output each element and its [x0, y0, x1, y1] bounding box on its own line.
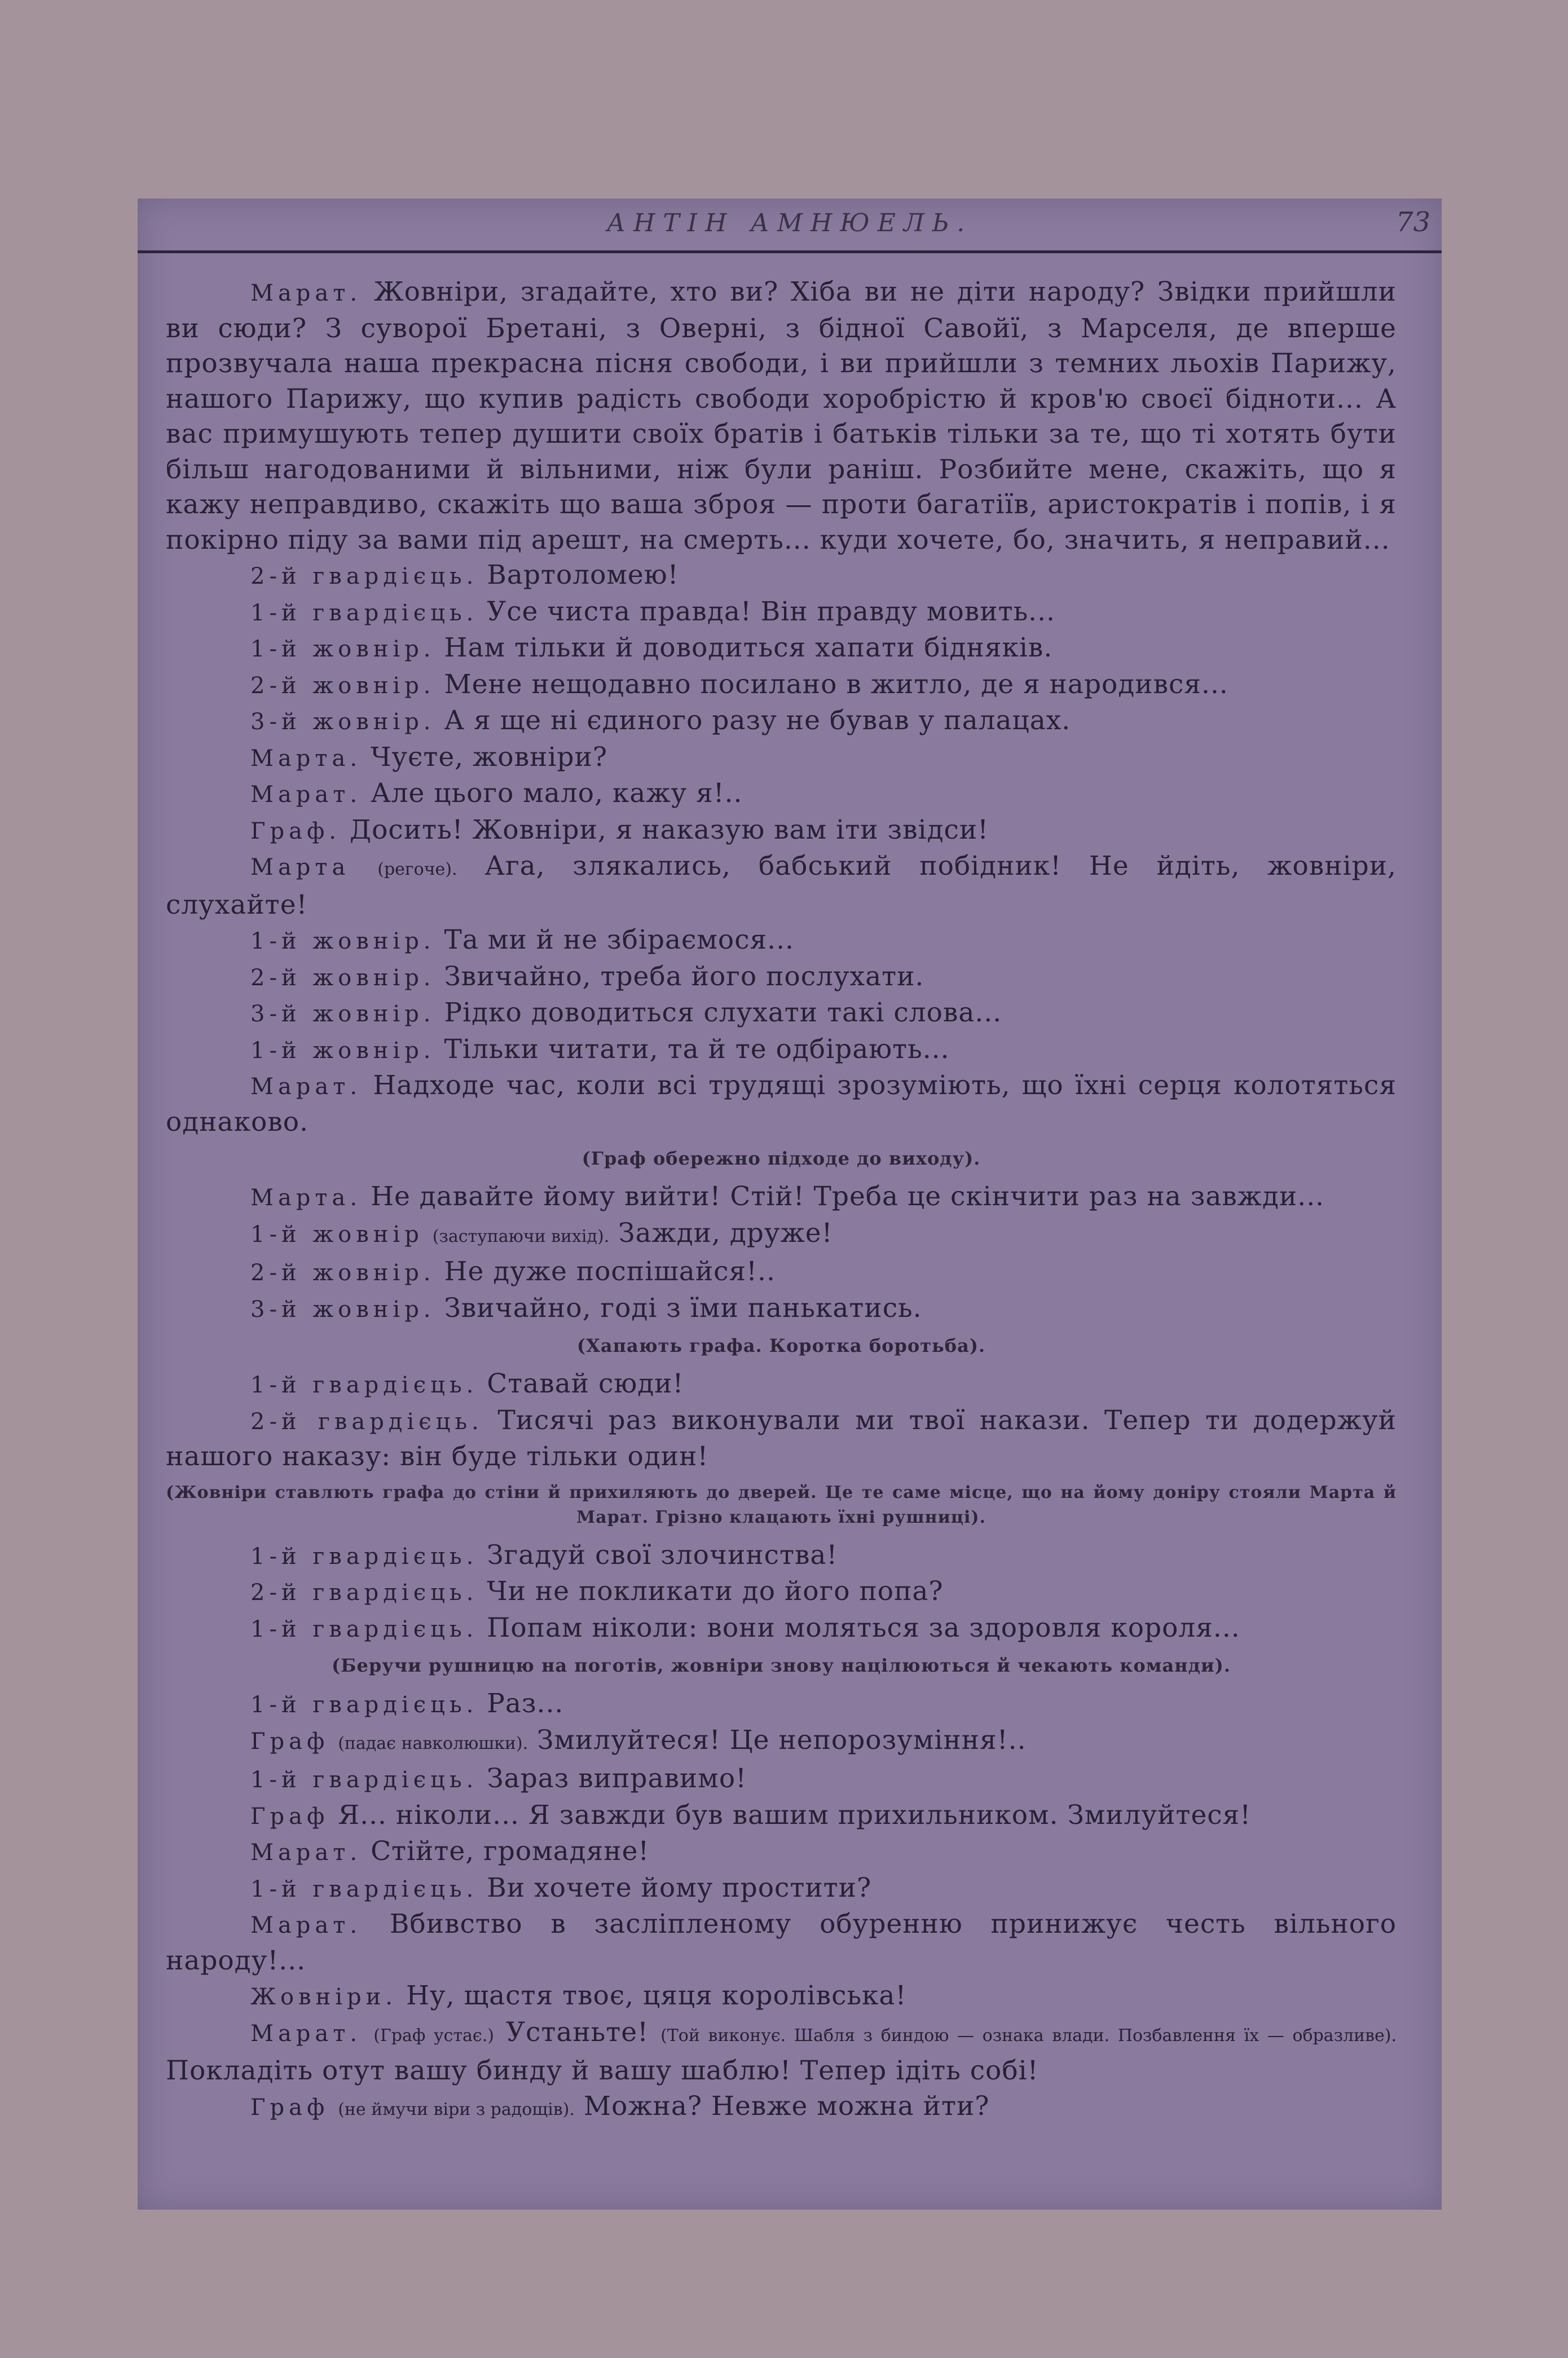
dialogue-line	[166, 995, 1397, 1032]
speaker-name: Граф.	[250, 818, 341, 844]
book-page	[138, 199, 1442, 2210]
line-text: Покладіть отут вашу бинду й вашу шаблю!	[166, 2055, 791, 2086]
line-text: Усе чиста правда! Він правду мовить...	[487, 596, 1055, 627]
dialogue-line	[166, 1761, 1397, 1798]
speaker-name: 1-й гвардієць.	[250, 1767, 478, 1793]
stage-remark: (не ймучи віри з радощів).	[338, 2099, 575, 2119]
dialogue-line	[166, 1291, 1397, 1328]
line-text: Звичайно, треба його послухати.	[444, 960, 924, 992]
line-text: Раз...	[487, 1688, 564, 1719]
dialogue-line	[166, 1367, 1397, 1403]
speaker-name: 3-й жовнір.	[250, 1296, 435, 1323]
page-header	[138, 199, 1442, 253]
line-text: Стійте, громадяне!	[371, 1836, 650, 1867]
play-text	[166, 275, 1397, 2127]
line-text: Згадуй свої злочинства!	[487, 1539, 838, 1571]
speaker-name: Марат.	[250, 1912, 362, 1938]
speaker-name: Марта.	[250, 1185, 362, 1211]
stage-remark: (заступаючи вихід).	[432, 1226, 610, 1246]
dialogue-line	[166, 1179, 1397, 1216]
speaker-name: Марат.	[250, 782, 362, 808]
dialogue-line	[166, 1723, 1397, 1762]
dialogue-line	[166, 558, 1397, 594]
speaker-name: Граф	[250, 1728, 329, 1755]
stage-remark: (Граф устає.)	[373, 2025, 494, 2046]
speaker-name: 1-й жовнір.	[250, 1037, 435, 1064]
speaker-name: Марта	[250, 854, 350, 880]
speaker-name: 2-й гвардієць.	[250, 563, 478, 589]
line-text: Ага, злякались, бабський побідник! Не йдіть, жовніри, слухайте!	[166, 850, 1397, 920]
line-text: А я ще ні єдиного разу не бував у палацах.	[444, 705, 1071, 736]
line-text: Попам ніколи: вони моляться за здоровля короля...	[487, 1612, 1240, 1643]
line-text: Я... ніколи... Я завжди був вашим прихильником. Змилуйтеся!	[338, 1799, 1252, 1831]
line-text: Ставай сюди!	[487, 1368, 684, 1399]
line-text: Чуєте, жовніри?	[371, 741, 608, 773]
line-text: Тепер ідіть собі!	[800, 2055, 1039, 2086]
line-text: Можна? Невже можна йти?	[583, 2090, 990, 2122]
dialogue-line	[166, 1871, 1397, 1907]
speaker-name: Граф	[250, 1803, 329, 1830]
dialogue-line	[166, 1538, 1397, 1575]
line-text: Мене нещодавно посилано в житло, де я народився...	[444, 668, 1228, 700]
speaker-name: Марта.	[250, 745, 362, 772]
line-text: Тільки читати, та й те одбірають...	[444, 1033, 950, 1065]
line-text: Не давайте йому вийти! Стій! Треба це скінчити раз на завжди...	[371, 1181, 1325, 1212]
stage-direction: (Жовніри ставлють графа до стіни й прихиляють до дверей. Це те саме місце, що на йому доніру стояли Марта й Марат. Грізно клацають їхні рушниці).	[166, 1482, 1397, 1527]
dialogue-line	[166, 1254, 1397, 1291]
line-text: Вбивство в засліпленому обуренню принижує честь вільного народу!...	[166, 1909, 1397, 1976]
dialogue-line	[166, 1403, 1397, 1475]
line-text: Рідко доводиться слухати такі слова...	[444, 997, 1002, 1028]
dialogue-line	[166, 849, 1397, 923]
speaker-name: 1-й жовнір.	[250, 636, 435, 662]
line-text: Досить! Жовніри, я наказую вам іти звідси!	[349, 814, 989, 845]
stage-remark: (падає навколюшки).	[338, 1733, 528, 1753]
dialogue-line	[166, 667, 1397, 704]
dialogue-line	[166, 1907, 1397, 1978]
dialogue-line	[166, 703, 1397, 740]
page-number: 73	[1395, 206, 1430, 238]
speaker-name: 2-й гвардієць.	[250, 1580, 478, 1606]
dialogue-line	[166, 275, 1397, 558]
line-text: Та ми й не збіраємося...	[444, 924, 794, 955]
dialogue-line	[166, 631, 1397, 667]
dialogue-line	[166, 776, 1397, 813]
dialogue-line	[166, 1068, 1397, 1140]
stage-direction: (Хапають графа. Коротка боротьба).	[576, 1335, 986, 1356]
speaker-name: Марат.	[250, 1840, 362, 1866]
dialogue-line	[166, 1978, 1397, 2015]
line-text: Устаньте!	[506, 2016, 649, 2048]
line-text: Ви хочете йому простити?	[487, 1872, 872, 1903]
speaker-name: 2-й жовнір.	[250, 964, 435, 991]
line-text: Жовніри, згадайте, хто ви? Хіба ви не діти народу? Звідки прийшли ви сюди? З суворої Бретані, з Оверні, з бідної Савойї, з Марселя, де вперше прозвучала наша прекрасна пісня свободи, і ви прийшли з темних льохів Парижу, нашого Парижу, що купив радість свободи хоробрістю й кров'ю своєї бідноти... А вас примушують тепер душити своїх братів і батьків тільки за те, що ті хотять бути більш нагодованими й вільними, ніж були раніш. Розбийте мене, скажіть, що я кажу неправдиво, скажіть що ваша зброя — проти багатіїв, аристократів і попів, і я покірно піду за вами під арешт, на смерть... куди хочете, бо, значить, я неправий...	[166, 276, 1397, 556]
line-text: Ну, щастя твоє, цяця королівська!	[406, 1980, 907, 2011]
dialogue-line	[166, 1611, 1397, 1647]
speaker-name: 1-й гвардієць.	[250, 1616, 478, 1642]
dialogue-line	[166, 1216, 1397, 1255]
dialogue-line	[166, 594, 1397, 631]
dialogue-line	[166, 923, 1397, 959]
speaker-name: 1-й жовнір	[250, 1221, 424, 1248]
line-text: Звичайно, годі з їми панькатись.	[444, 1292, 922, 1324]
speaker-name: 1-й гвардієць.	[250, 600, 478, 626]
dialogue-line	[166, 1574, 1397, 1611]
speaker-name: 1-й гвардієць.	[250, 1692, 478, 1718]
dialogue-line	[166, 2089, 1397, 2128]
dialogue-line	[166, 740, 1397, 777]
line-text: Не дуже поспішайся!..	[444, 1256, 776, 1287]
speaker-name: 1-й гвардієць.	[250, 1543, 478, 1570]
speaker-name: Граф	[250, 2094, 329, 2121]
line-text: Нам тільки й доводиться хапати бідняків.	[444, 632, 1053, 663]
speaker-name: Марат.	[250, 1074, 362, 1100]
line-text: Надходе час, коли всі трудящі зрозуміють, що їхні серця колотяться однаково.	[166, 1070, 1397, 1138]
speaker-name: 1-й гвардієць.	[250, 1372, 478, 1398]
line-text: Вартоломею!	[487, 559, 679, 590]
dialogue-line	[166, 1686, 1397, 1723]
line-text: Але цього мало, кажу я!..	[371, 778, 743, 809]
speaker-name: 3-й жовнір.	[250, 1001, 435, 1027]
speaker-name: Марат.	[250, 280, 362, 306]
dialogue-line	[166, 2015, 1397, 2089]
line-text: Зажди, друже!	[618, 1217, 833, 1249]
stage-remark: (Той виконує. Шабля з биндою — ознака влади. Позбавлення їх — образливе).	[660, 2025, 1397, 2046]
speaker-name: 1-й гвардієць.	[250, 1876, 478, 1902]
speaker-name: 2-й гвардієць.	[250, 1408, 483, 1435]
dialogue-line	[166, 1834, 1397, 1871]
stage-direction: (Граф обережно підходе до виходу).	[582, 1148, 981, 1169]
dialogue-line	[166, 959, 1397, 996]
speaker-name: 2-й жовнір.	[250, 672, 435, 699]
speaker-name: Жовніри.	[250, 1984, 397, 2010]
speaker-name: 2-й жовнір.	[250, 1260, 435, 1286]
line-text: Тисячі раз виконували ми твої накази. Тепер ти додержуй нашого наказу: він буде тільки один!	[166, 1404, 1397, 1472]
dialogue-line	[166, 813, 1397, 849]
stage-remark: (регоче).	[377, 860, 457, 879]
running-title: АНТІН АМНЮЕЛЬ.	[606, 209, 973, 237]
line-text: Чи не покликати до його попа?	[487, 1576, 944, 1607]
speaker-name: 3-й жовнір.	[250, 709, 435, 735]
speaker-name: Марат.	[250, 2020, 362, 2047]
stage-direction: (Беручи рушницю на поготів, жовніри знову націлюються й чекають команди).	[332, 1655, 1231, 1676]
dialogue-line	[166, 1032, 1397, 1069]
speaker-name: 1-й жовнір.	[250, 928, 435, 954]
dialogue-line	[166, 1798, 1397, 1835]
line-text: Змилуйтеся! Це непорозуміння!..	[537, 1724, 1027, 1756]
line-text: Зараз виправимо!	[487, 1763, 747, 1794]
